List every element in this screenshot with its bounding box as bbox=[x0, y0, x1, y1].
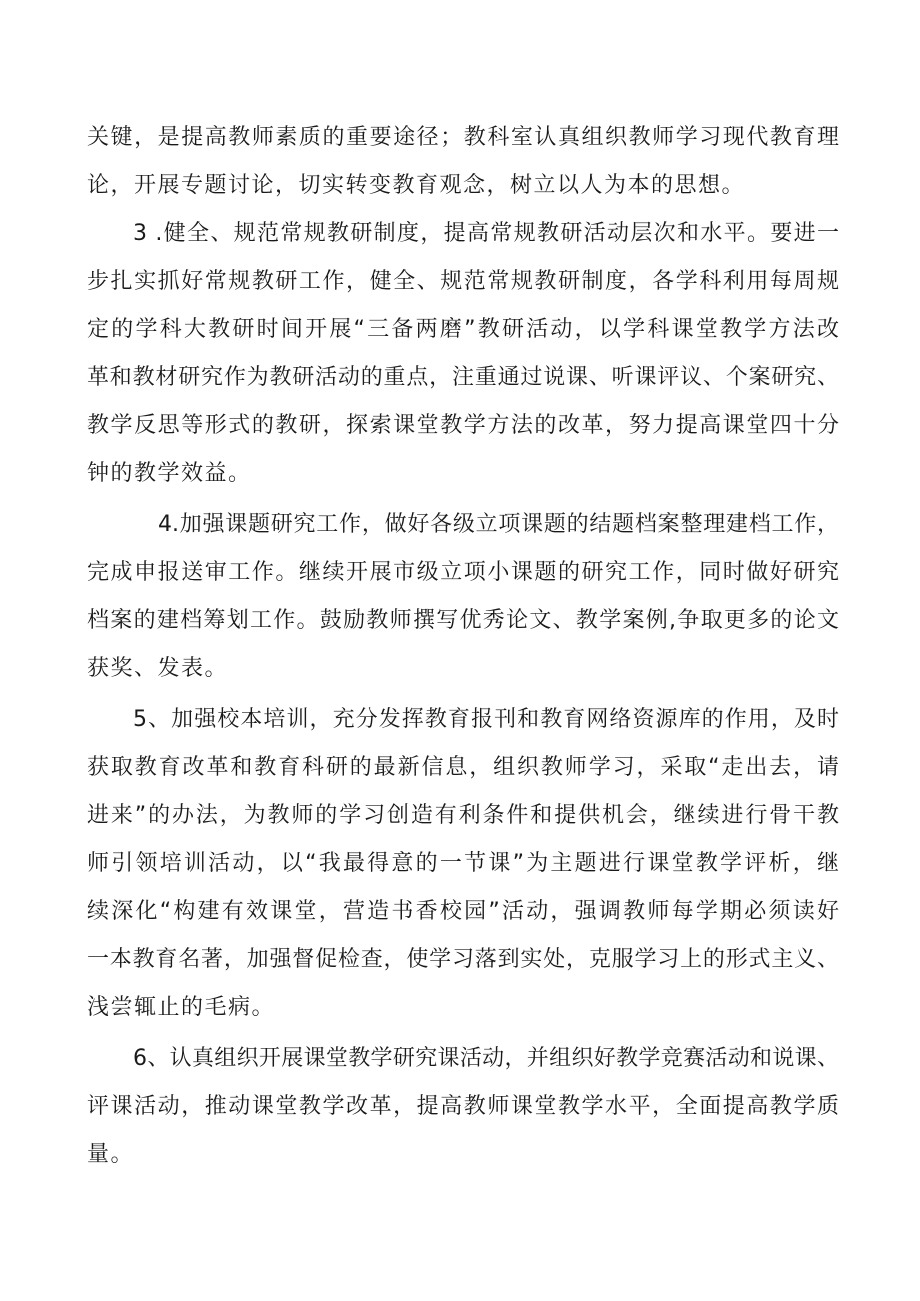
text-line: 评课活动，推动课堂教学改革，提高教师课堂教学水平，全面提高教学质 bbox=[87, 1094, 839, 1119]
text-line: 获奖、发表。 bbox=[87, 656, 229, 681]
text-line: 进来”的办法，为教师的学习创造有利条件和提供机会，继续进行骨干教 bbox=[87, 803, 839, 828]
text-line: 续深化“构建有效课堂，营造书香校园”活动，强调教师每学期必须读好 bbox=[87, 899, 839, 924]
paragraph-start-line: 3 .健全、规范常规教研制度，提高常规教研活动层次和水平。要进一 bbox=[133, 221, 839, 246]
text-line: 论，开展专题讨论，切实转变教育观念，树立以人为本的思想。 bbox=[87, 173, 746, 198]
text-line: 关键，是提高教师素质的重要途径；教科室认真组织教师学习现代教育理 bbox=[87, 125, 839, 150]
text-line: 教学反思等形式的教研，探索课堂教学方法的改革，努力提高课堂四十分 bbox=[87, 413, 839, 438]
text-line: 档案的建档筹划工作。鼓励教师撰写优秀论文、教学案例,争取更多的论文 bbox=[87, 608, 839, 633]
text-line: 完成申报送审工作。继续开展市级立项小课题的研究工作，同时做好研究 bbox=[87, 560, 839, 585]
text-line: 定的学科大教研时间开展“三备两磨”教研活动，以学科课堂教学方法改 bbox=[87, 317, 839, 342]
text-line: 钟的教学效益。 bbox=[87, 461, 252, 486]
paragraph-start-line: 5、加强校本培训，充分发挥教育报刊和教育网络资源库的作用，及时 bbox=[133, 707, 839, 732]
text-line: 浅尝辄止的毛病。 bbox=[87, 995, 276, 1020]
text-line: 量。 bbox=[87, 1142, 135, 1167]
text-line: 革和教材研究作为教研活动的重点，注重通过说课、听课评议、个案研究、 bbox=[87, 365, 839, 390]
text-line: 步扎实抓好常规教研工作，健全、规范常规教研制度，各学科利用每周规 bbox=[87, 269, 839, 294]
text-line: 师引领培训活动，以“我最得意的一节课”为主题进行课堂教学评析，继 bbox=[87, 851, 839, 876]
text-line: 一本教育名著，加强督促检查，使学习落到实处，克服学习上的形式主义、 bbox=[87, 947, 839, 972]
paragraph-start-line: 6、认真组织开展课堂教学研究课活动，并组织好教学竞赛活动和说课、 bbox=[133, 1046, 839, 1071]
text-line: 获取教育改革和教育科研的最新信息，组织教师学习，采取“走出去，请 bbox=[87, 755, 839, 780]
paragraph-start-line: 4.加强课题研究工作，做好各级立项课题的结题档案整理建档工作， bbox=[158, 512, 839, 537]
